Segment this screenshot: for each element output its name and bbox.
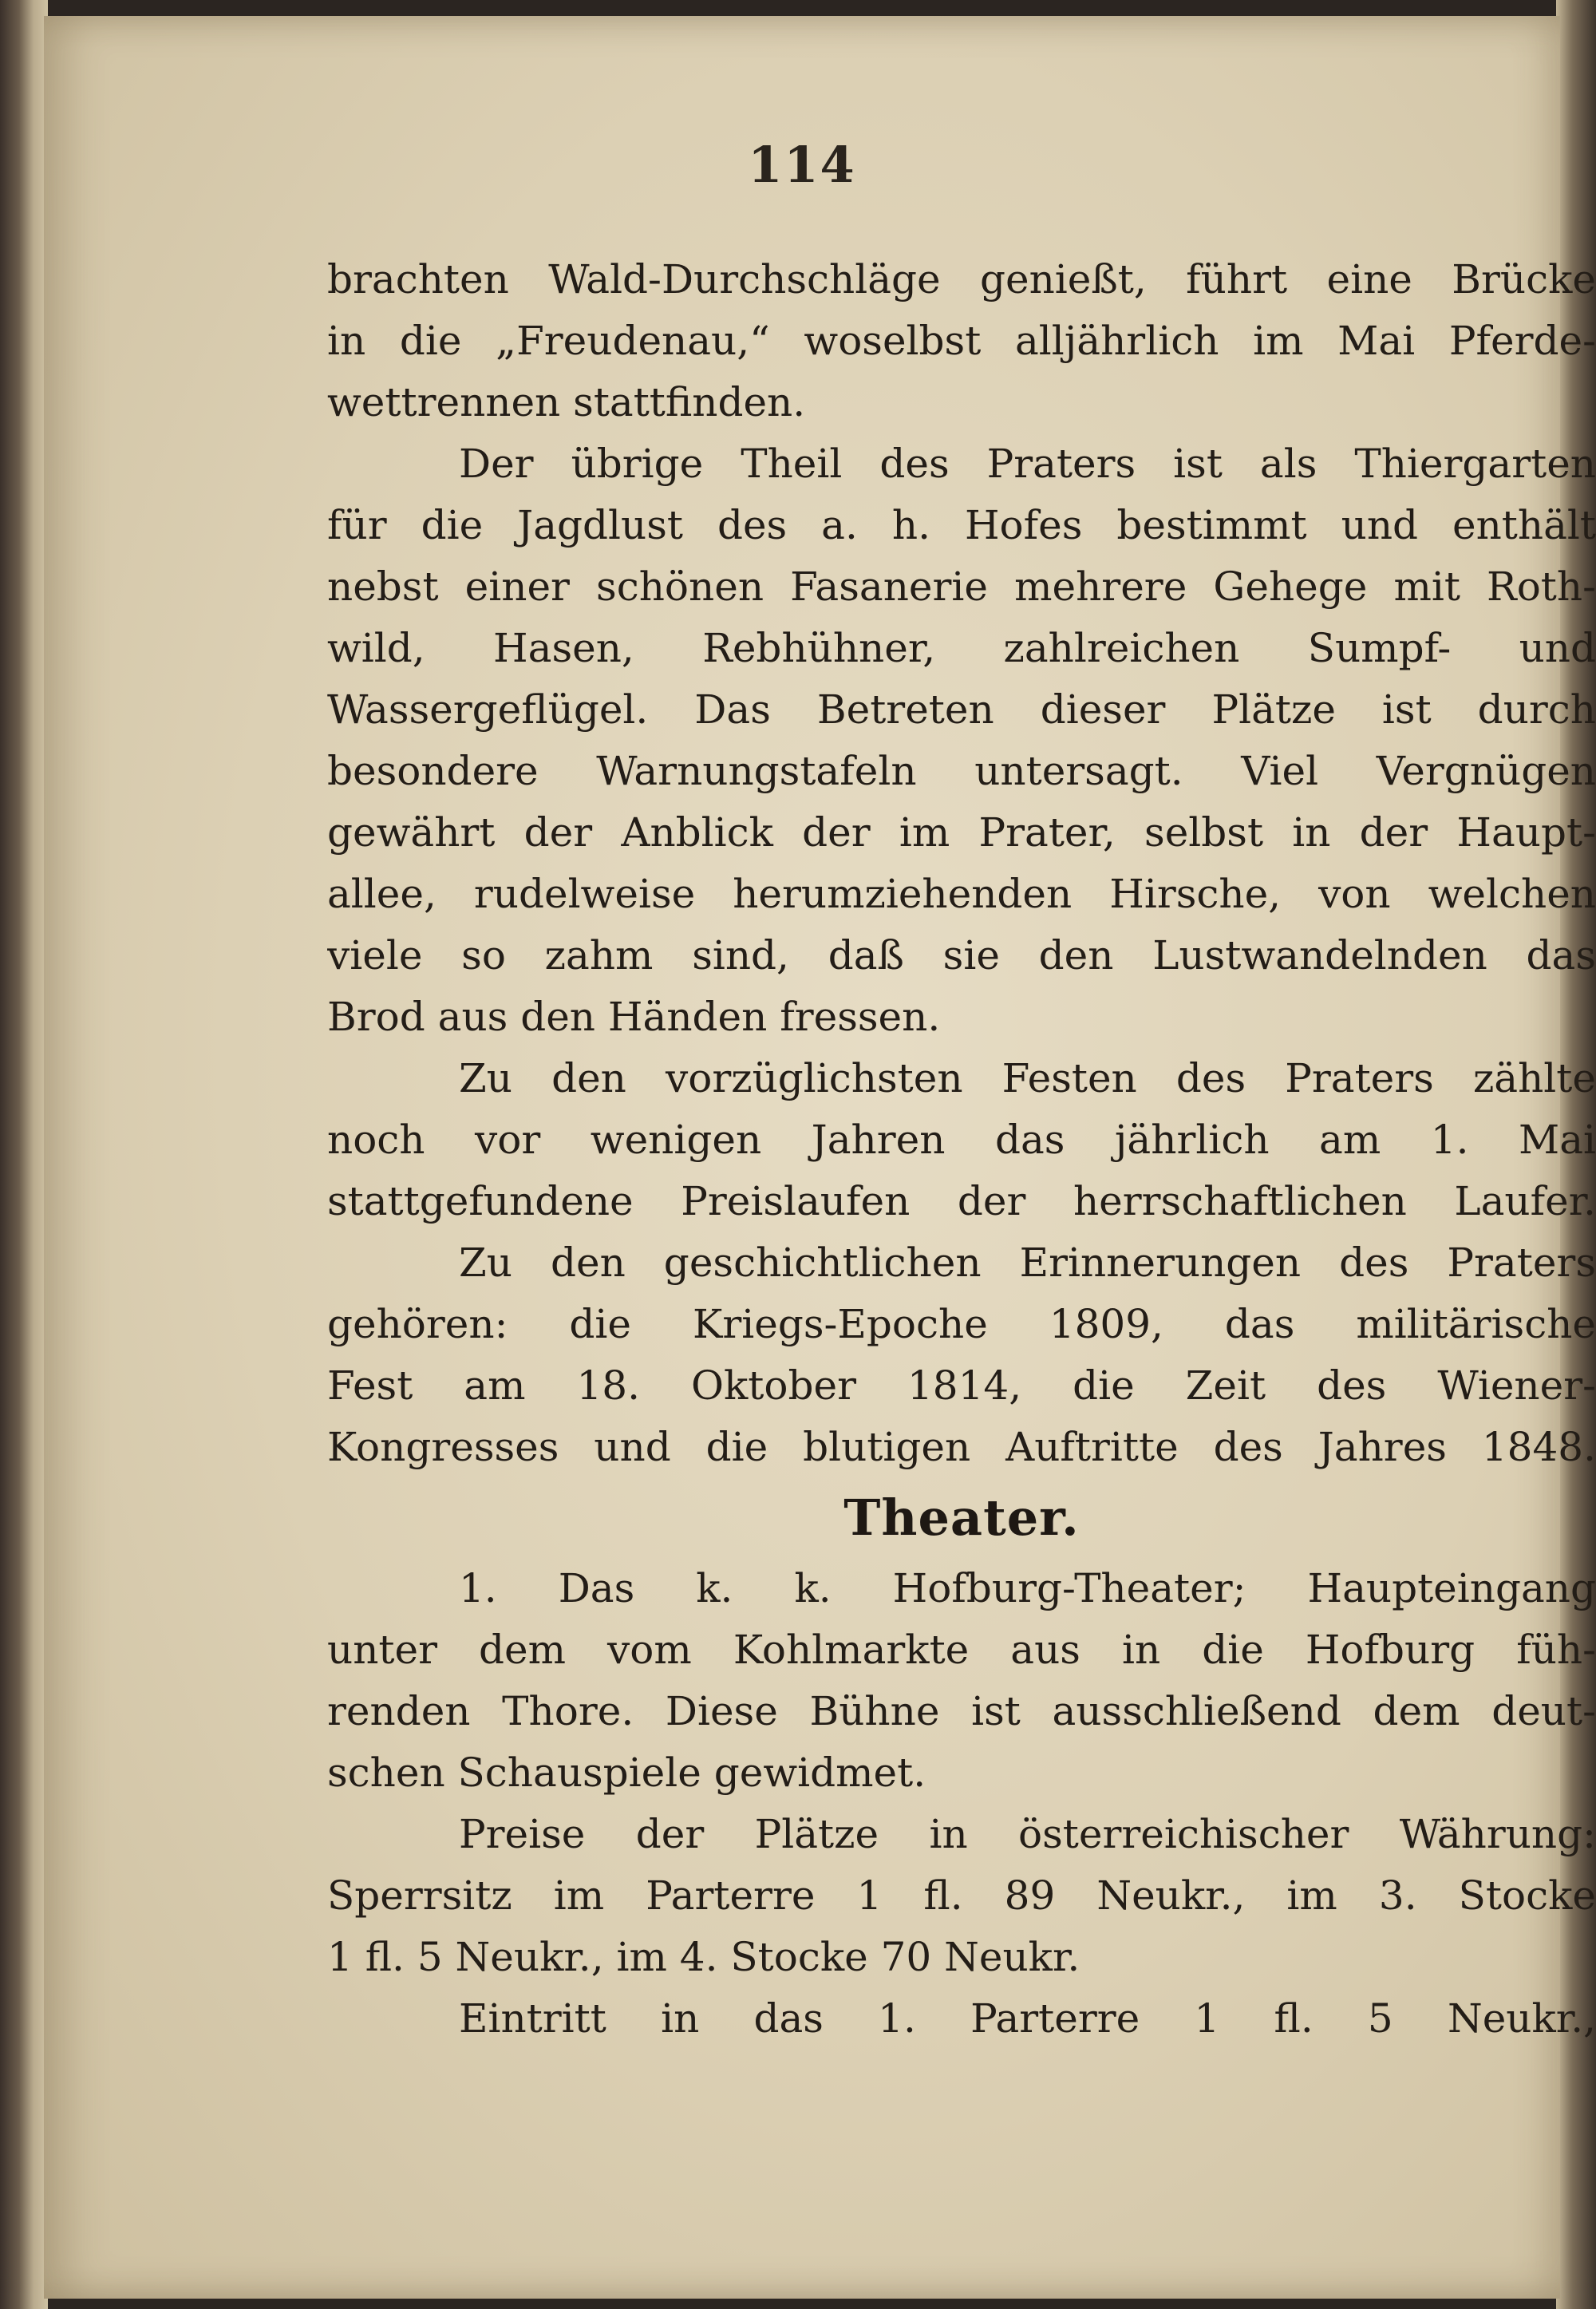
text-line: für die Jagdlust des a. h. Hofes bestimmt und enthält: [327, 502, 1596, 548]
text-line: schen Schauspiele gewidmet.: [327, 1750, 926, 1796]
text-line: stattgefundene Preislaufen der herrschaftlichen Laufer.: [327, 1178, 1596, 1224]
book-spine-edge: [0, 0, 48, 2309]
text-line: wettrennen stattfinden.: [327, 379, 806, 425]
text-line: in die „Freudenau,“ woselbst alljährlich im Mai Pferde-: [327, 318, 1596, 364]
text-line: renden Thore. Diese Bühne ist ausschließend dem deut-: [327, 1688, 1596, 1734]
text-line: noch vor wenigen Jahren das jährlich am 1. Mai: [327, 1117, 1596, 1163]
text-line: 1. Das k. k. Hofburg-Theater; Haupteingang: [459, 1565, 1596, 1611]
text-line: Der übrige Theil des Praters ist als Thiergarten: [459, 441, 1596, 487]
text-line: Eintritt in das 1. Parterre 1 fl. 5 Neukr.,: [459, 1995, 1596, 2042]
section-heading: Theater.: [843, 1489, 1080, 1547]
text-line: 1 fl. 5 Neukr., im 4. Stocke 70 Neukr.: [327, 1934, 1080, 1980]
text-line: Fest am 18. Oktober 1814, die Zeit des Wiener-: [327, 1362, 1596, 1409]
book-page: [44, 16, 1596, 2299]
text-line: Preise der Plätze in österreichischer Währung:: [459, 1811, 1596, 1857]
text-line: wild, Hasen, Rebhühner, zahlreichen Sumpf- und: [327, 625, 1596, 671]
text-line: Zu den vorzüglichsten Festen des Praters zählte: [459, 1055, 1596, 1101]
text-line: allee, rudelweise herumziehenden Hirsche, von welchen: [327, 871, 1596, 917]
text-line: brachten Wald-Durchschläge genießt, führt eine Brücke: [327, 256, 1596, 302]
text-line: Wassergeflügel. Das Betreten dieser Plätze ist durch: [327, 686, 1596, 733]
paragraphs-prater: [327, 249, 1596, 1478]
text-line: Kongresses und die blutigen Auftritte des Jahres 1848.: [327, 1424, 1596, 1470]
paragraphs-theater: [327, 1558, 1596, 2050]
text-line: Brod aus den Händen fressen.: [327, 994, 941, 1040]
text-line: unter dem vom Kohlmarkte aus in die Hofburg füh-: [327, 1627, 1596, 1673]
text-line: gewährt der Anblick der im Prater, selbst in der Haupt-: [327, 809, 1596, 856]
text-line: besondere Warnungstafeln untersagt. Viel Vergnügen: [327, 748, 1596, 794]
text-line: gehören: die Kriegs-Epoche 1809, das militärische: [327, 1301, 1596, 1347]
page-number: 114: [748, 136, 856, 194]
text-line: viele so zahm sind, daß sie den Lustwandelnden das: [327, 932, 1596, 979]
body-text: [327, 249, 1596, 2050]
text-line: nebst einer schönen Fasanerie mehrere Gehege mit Roth-: [327, 563, 1596, 610]
text-line: Sperrsitz im Parterre 1 fl. 89 Neukr., im 3. Stocke: [327, 1872, 1596, 1919]
text-line: Zu den geschichtlichen Erinnerungen des Praters: [459, 1240, 1596, 1286]
